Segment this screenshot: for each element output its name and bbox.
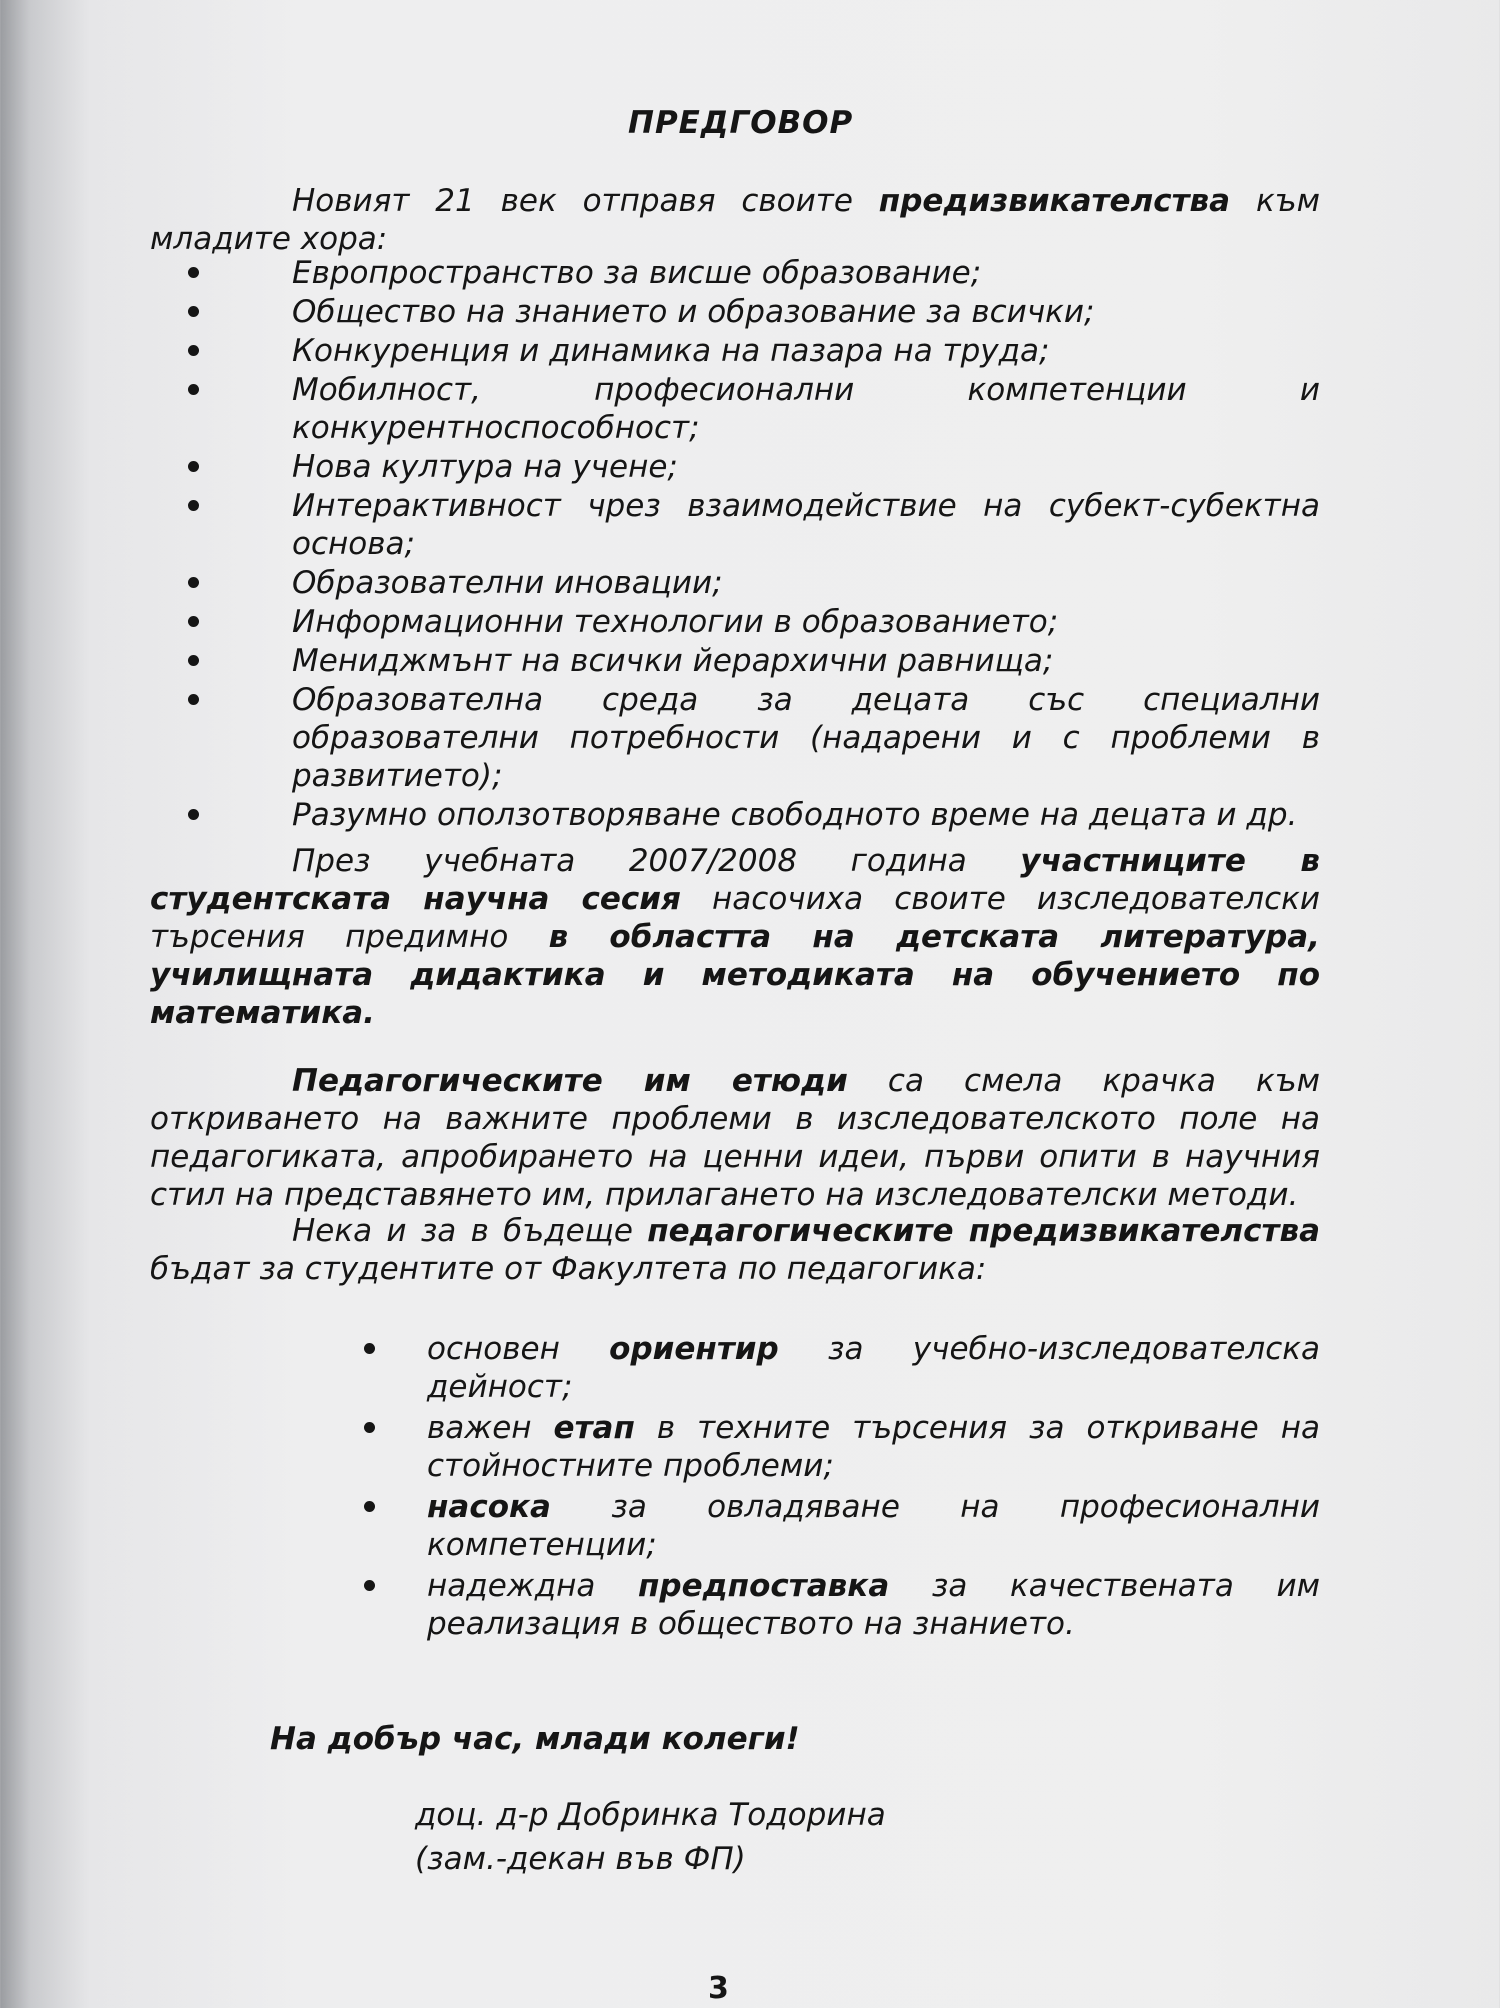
page-title: ПРЕДГОВОР [628,105,854,141]
list-item: Нова култура на учене; [220,448,1320,486]
list-item: важен етап в техните търсения за откриване на стойностните проблеми; [350,1409,1320,1485]
signature-name: доц. д-р Добринка Тодорина [415,1797,886,1833]
closing-line: На добър час, млади колеги! [270,1721,800,1757]
intro-bold: предизвикателства [878,183,1231,219]
signature-position: (зам.-декан във ФП) [415,1841,746,1877]
bullet-icon [188,267,199,278]
list-item: Образователни иновации; [220,564,1320,602]
session-paragraph [150,842,1320,1032]
list-item: Информационни технологии в образованието; [220,603,1320,641]
bullet-icon [364,1422,375,1433]
list-item: Образователна среда за децата със специални образователни потребности (надарени и с проблеми в развитието); [220,681,1320,795]
list-item: Европространство за висше образование; [220,254,1320,292]
list-item: Мениджмънт на всички йерархични равнища; [220,642,1320,680]
bullet-icon [364,1580,375,1591]
list-item: Мобилност, професионални компетенции и конкурентноспособност; [220,371,1320,447]
list-item: Общество на знанието и образование за всички; [220,293,1320,331]
document-page [150,90,1320,2006]
session-text-2: насочиха своите изследователски търсения предимно [150,881,1320,955]
etudes-paragraph [150,1062,1320,1214]
wish-bold: педагогическите предизвикателства [647,1213,1320,1249]
intro-lead: Новият 21 век отправя своите [292,183,879,219]
bullet-icon [188,655,199,666]
roles-list [350,1330,1320,1646]
list-item: Разумно оползотворяване свободното време на децата и др. [220,796,1320,834]
etudes-bold: Педагогическите им етюди [292,1063,848,1099]
wish-paragraph [150,1212,1320,1288]
bullet-icon [188,306,199,317]
bullet-icon [188,694,199,705]
bullet-icon [188,461,199,472]
wish-text-1: Нека и за в бъдеще [292,1213,648,1249]
bullet-icon [188,500,199,511]
list-item: Конкуренция и динамика на пазара на труда; [220,332,1320,370]
bullet-icon [188,616,199,627]
bullet-icon [188,577,199,588]
bullet-icon [188,809,199,820]
list-item: насока за овладяване на професионални компетенции; [350,1488,1320,1564]
challenges-list [220,254,1320,835]
etudes-text: са смела крачка към откриването на важните проблеми в изследователското поле на педагогиката, апробирането на ценни идеи, първи опити в научния стил на представянето им, прилагането на изследователски методи. [150,1063,1320,1213]
intro-tail: към младите хора: [150,183,1320,257]
intro-paragraph [150,182,1320,258]
list-item: Интерактивност чрез взаимодействие на субект-субектна основа; [220,487,1320,563]
bullet-icon [364,1501,375,1512]
list-item: основен ориентир за учебно-изследователска дейност; [350,1330,1320,1406]
session-bold-1: участниците в студентската научна сесия [150,843,1320,917]
page-number: 3 [708,1971,729,2006]
session-text-1: През учебната 2007/2008 година [292,843,1021,879]
bullet-icon [188,345,199,356]
wish-text-2: бъдат за студентите от Факултета по педагогика: [150,1251,987,1287]
bullet-icon [364,1343,375,1354]
session-bold-2: в областта на детската литература, училищната дидактика и методиката на обучението по математика. [150,919,1320,1031]
bullet-icon [188,384,199,395]
list-item: надеждна предпоставка за качествената им реализация в обществото на знанието. [350,1567,1320,1643]
